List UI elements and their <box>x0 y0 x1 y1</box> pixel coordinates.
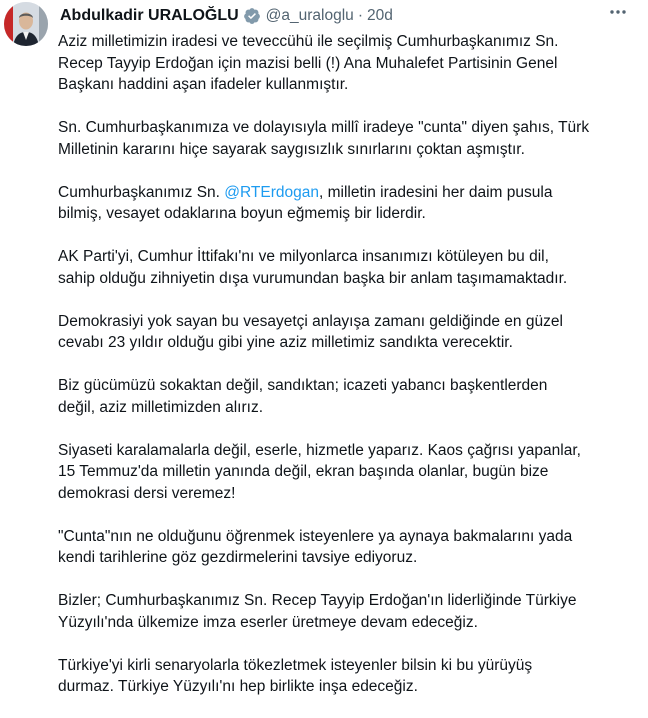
tweet-paragraph-5 <box>58 311 642 354</box>
text-line: "Cunta"nın ne olduğunu öğrenmek isteyenlere ya aynaya bakmalarını yada <box>58 527 573 545</box>
tweet-header <box>60 4 638 28</box>
text-line: Başkanı haddini aşan ifadeler kullanmıştır. <box>58 76 349 93</box>
tweet-text <box>58 31 642 698</box>
text-line: Sn. Cumhurbaşkanımıza ve dolayısıyla millî iradeye "cunta" diyen şahıs, Türk <box>58 119 590 136</box>
text-line: Demokrasiyi yok sayan bu vesayetçi anlayışa zamanı geldiğinde en güzel <box>58 312 563 330</box>
text-line: 15 Temmuz'da milletin yanında değil, ekran başında olanlar, bugün bize <box>58 463 549 480</box>
separator-dot: · <box>357 7 363 24</box>
tweet-paragraph-4 <box>58 246 642 289</box>
text-line: Aziz milletimizin iradesi ve teveccühü ile seçilmiş Cumhurbaşkanımız Sn. <box>58 33 559 50</box>
text-line: cevabı 23 yıldır olduğu gibi yine aziz milletimiz sandıkta verecektir. <box>58 334 513 351</box>
tweet-timestamp[interactable]: 20d <box>366 7 393 24</box>
profile-avatar[interactable] <box>4 2 48 46</box>
tweet-paragraph-6 <box>58 375 642 418</box>
text-fragment: Cumhurbaşkanımız Sn. <box>58 183 225 201</box>
tweet-paragraph-8 <box>58 526 642 569</box>
text-line: bilmiş, vesayet odaklarına boyun eğmemiş bir liderdir. <box>58 205 426 222</box>
mention-link[interactable]: @RTErdogan <box>224 183 319 201</box>
more-options-icon[interactable] <box>606 2 630 22</box>
text-line: Biz gücümüzü sokaktan değil, sandıktan; icazeti yabancı başkentlerden <box>58 377 548 394</box>
text-line: Bizler; Cumhurbaşkanımız Sn. Recep Tayyip Erdoğan'ın liderliğinde Türkiye <box>58 592 577 609</box>
text-line: AK Parti'yi, Cumhur İttifakı'nı ve milyonlarca insanımızı kötüleyen bu dil, <box>58 248 549 265</box>
tweet-paragraph-10 <box>58 655 642 698</box>
text-line: kendi tarihlerine göz gezdirmelerini tavsiye ediyoruz. <box>58 549 418 566</box>
text-line: Milletinin kararını hiçe sayarak saygısızlık sınırlarını çoktan aşmıştır. <box>58 140 525 158</box>
text-line: Siyaseti karalamalarla değil, eserle, hizmetle yaparız. Kaos çağrısı yapanlar, <box>58 441 581 459</box>
tweet-paragraph-9 <box>58 590 642 633</box>
text-line: demokrasi dersi veremez! <box>58 484 236 502</box>
author-name[interactable]: Abdulkadir URALOĞLU <box>60 7 239 24</box>
tweet-paragraph-7 <box>58 440 642 505</box>
text-line: değil, aziz milletimizden alırız. <box>58 398 264 416</box>
text-line: Türkiye'yi kirli senaryolarla tökezletmek isteyenler bilsin ki bu yürüyüş <box>58 656 533 674</box>
text-fragment: , milletin iradesini her daim pusula <box>318 183 553 201</box>
tweet-paragraph-2 <box>58 117 642 160</box>
verified-badge-icon <box>243 7 261 25</box>
text-line: Recep Tayyip Erdoğan için mazisi belli (!) Ana Muhalefet Partisinin Genel <box>58 54 558 72</box>
text-line: Yüzyılı'nda ülkemize imza eserler üretmeye devam edeceğiz. <box>58 613 478 631</box>
author-handle[interactable]: @a_uraloglu <box>265 7 354 24</box>
text-line <box>58 182 642 204</box>
text-line: durmaz. Türkiye Yüzyılı'nı hep birlikte inşa edeceğiz. <box>58 678 418 695</box>
avatar-portrait-icon <box>4 2 48 46</box>
text-line: sahip olduğu zihniyetin dışa vurumundan başka bir anlam taşımamaktadır. <box>58 269 568 287</box>
tweet-paragraph-1 <box>58 31 642 96</box>
tweet-paragraph-3 <box>58 182 642 225</box>
